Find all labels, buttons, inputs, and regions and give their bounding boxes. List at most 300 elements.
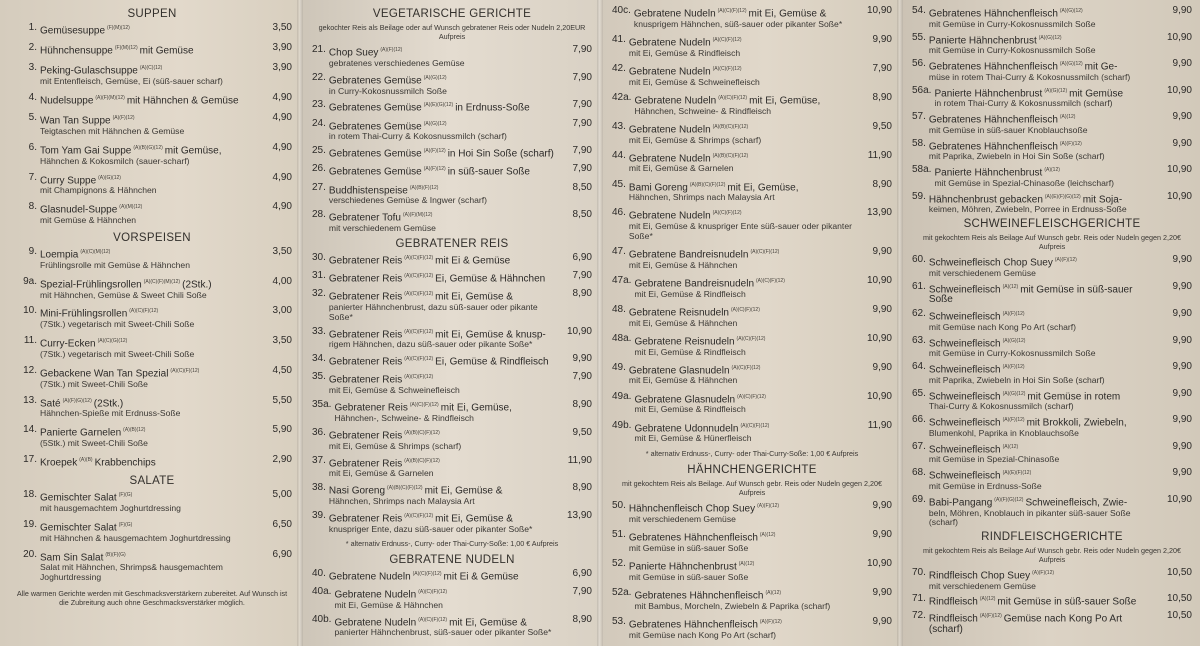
item-number: 27. bbox=[312, 181, 326, 193]
item-title-line bbox=[40, 93, 254, 107]
item-body bbox=[929, 362, 1154, 385]
item-description: mit Ei, Gemüse & Hähnchen bbox=[628, 375, 738, 386]
allergen-codes: (A)(C)(F)(12) bbox=[404, 356, 434, 363]
menu-item bbox=[312, 483, 592, 506]
item-price: 10,50 bbox=[1166, 610, 1192, 622]
allergen-codes: (A)(12) bbox=[1059, 114, 1076, 121]
allergen-codes: (A)(F)(12) bbox=[979, 613, 1002, 620]
item-number: 68. bbox=[912, 467, 926, 479]
menu-item bbox=[612, 64, 892, 87]
item-title-line bbox=[334, 400, 554, 414]
allergen-codes: (A)(B)(C)(F)(12) bbox=[404, 457, 440, 464]
allergen-codes: (F)(G) bbox=[118, 521, 133, 528]
menu-item bbox=[312, 456, 592, 479]
item-price: 9,90 bbox=[1172, 334, 1192, 346]
item-title-line bbox=[929, 255, 1154, 269]
item-description: mit Ei, Gemüse & knuspriger Ente süß-sauer oder pikanter Soße* bbox=[628, 221, 852, 241]
item-title-line bbox=[629, 208, 854, 222]
item-price: 9,90 bbox=[1172, 467, 1192, 479]
item-price: 6,90 bbox=[572, 567, 592, 579]
item-body bbox=[629, 180, 854, 203]
item-name: Hühnchensuppe bbox=[40, 45, 113, 57]
item-title-line bbox=[634, 6, 854, 20]
allergen-codes: (A)(12) bbox=[759, 532, 776, 539]
item-name: Rindfleisch bbox=[928, 613, 978, 625]
item-number: 8. bbox=[28, 201, 37, 213]
section-heading: SCHWEINEFLEISCHGERICHTE bbox=[963, 218, 1141, 231]
item-description: keimen, Möhren, Zwiebeln, Porree in Erdnuss-Soße bbox=[928, 204, 1127, 215]
item-name: Gebratenes Hähnchenfleisch bbox=[634, 590, 764, 602]
item-description: knuspriger Ente, dazu süß-sauer oder pikanter Soße* bbox=[328, 523, 533, 534]
item-title-line bbox=[40, 455, 254, 469]
item-title-line bbox=[929, 59, 1154, 73]
item-description: mit Gemüse in Curry-Kokosnussmilch Soße bbox=[928, 348, 1096, 359]
menu-item bbox=[912, 389, 1192, 412]
item-body bbox=[929, 192, 1154, 215]
item-number: 49. bbox=[612, 361, 626, 373]
allergen-codes: (A)(G)(12) bbox=[423, 74, 447, 81]
allergen-codes: (A)(G)(12) bbox=[1002, 390, 1026, 397]
item-description: in rotem Thai-Curry & Kokosnussmilch (scharf) bbox=[328, 131, 507, 142]
item-name: Sam Sin Salat bbox=[40, 551, 104, 563]
item-price: 4,00 bbox=[272, 275, 292, 287]
item-inline-desc: in süß-sauer Soße bbox=[447, 166, 530, 178]
allergen-codes: (A)(12) bbox=[765, 590, 782, 597]
menu-item bbox=[912, 282, 1192, 306]
item-name: Peking-Gulaschsuppe bbox=[40, 65, 138, 77]
item-number: 10. bbox=[23, 305, 37, 317]
item-price: 7,90 bbox=[572, 99, 592, 111]
allergen-codes: (A)(F)(G)(12) bbox=[62, 397, 92, 404]
allergen-codes: (A)(C)(F)(12) bbox=[737, 393, 766, 400]
item-description: mit Paprika, Zwiebeln in Hoi Sin Soße (scharf) bbox=[928, 151, 1105, 162]
item-name: Babi-Pangang bbox=[928, 497, 993, 508]
section-heading: GEBRATENER REIS bbox=[395, 237, 509, 250]
item-description: mit Ei, Gemüse & Rindfleisch bbox=[634, 346, 746, 357]
menu-item bbox=[312, 289, 592, 322]
item-description: mit Gemüse & Hähnchen bbox=[40, 215, 137, 226]
allergen-codes: (A)(F)(12) bbox=[759, 619, 782, 626]
menu-item bbox=[12, 490, 292, 513]
item-number: 25. bbox=[312, 145, 326, 157]
item-price: 9,90 bbox=[1172, 308, 1192, 320]
item-title-line bbox=[634, 334, 854, 348]
item-body bbox=[40, 173, 254, 196]
item-number: 30. bbox=[312, 251, 326, 263]
item-body bbox=[629, 247, 854, 270]
item-description: mit verschiedenem Gemüse bbox=[928, 267, 1036, 278]
item-body bbox=[329, 569, 554, 583]
item-body bbox=[40, 63, 254, 86]
item-number: 39. bbox=[312, 509, 326, 521]
section-heading: VORSPEISEN bbox=[113, 231, 191, 244]
item-body bbox=[40, 306, 254, 329]
item-number: 46. bbox=[612, 207, 626, 219]
item-name: Gebratener Reis bbox=[334, 402, 408, 414]
item-title-line bbox=[329, 327, 554, 341]
item-title-line bbox=[329, 569, 554, 583]
item-price: 11,90 bbox=[867, 419, 892, 431]
item-description: mit Ei, Gemüse & Schweinefleisch bbox=[328, 385, 460, 396]
item-number: 47. bbox=[612, 245, 626, 257]
item-title-line bbox=[629, 305, 854, 319]
item-number: 51. bbox=[612, 529, 626, 541]
item-price: 10,90 bbox=[1166, 31, 1192, 43]
item-name: Gebratenes Gemüse bbox=[328, 148, 422, 160]
allergen-codes: (A)(B)(C)(F)(12) bbox=[404, 429, 440, 436]
item-name: Curry-Ecken bbox=[40, 338, 96, 350]
item-number: 40b. bbox=[312, 613, 332, 625]
item-title-line bbox=[40, 520, 254, 534]
menu-item bbox=[912, 33, 1192, 56]
item-number: 49a. bbox=[612, 390, 632, 402]
item-name: Hähnchenbrust gebacken bbox=[928, 193, 1043, 205]
fold-crease bbox=[297, 0, 303, 646]
item-title-line bbox=[40, 277, 254, 291]
item-title-line bbox=[40, 550, 254, 564]
item-number: 54. bbox=[912, 5, 926, 16]
footer-note: Alle warmen Gerichte werden mit Geschmacksverstärkern zubereitet. Auf Wunsch ist die Zubreitung auch ohne Geschmacksverstärker möglich. bbox=[16, 588, 288, 607]
item-name: Gebratener Reis bbox=[328, 328, 403, 340]
menu-item bbox=[912, 112, 1192, 135]
item-price: 10,90 bbox=[866, 332, 892, 344]
menu-item bbox=[12, 306, 292, 329]
item-name: Gebratenes Gemüse bbox=[328, 166, 422, 178]
item-description: Salat mit Hähnchen, Shrimps& hausgemachtem Joghurtdressing bbox=[40, 562, 223, 582]
allergen-codes: (A)(F)(12) bbox=[423, 148, 446, 155]
allergen-codes: (A)(G)(12) bbox=[423, 120, 447, 127]
item-body bbox=[40, 113, 254, 136]
item-body bbox=[329, 100, 554, 114]
item-name: Gebratene Nudeln bbox=[334, 616, 417, 628]
item-number: 44. bbox=[612, 149, 626, 161]
allergen-codes: (A)(G)(12) bbox=[98, 174, 121, 181]
item-price: 9,90 bbox=[872, 361, 892, 373]
item-body bbox=[40, 143, 254, 166]
item-description: mit Gemüse in Spezial-Chinasoße (leichscharf) bbox=[934, 177, 1115, 188]
item-description: mit Entenfleisch, Gemüse, Ei (süß-sauer scharf) bbox=[40, 76, 223, 87]
item-inline-desc: Schweinefleisch, Zwie- bbox=[1025, 497, 1128, 508]
item-title-line bbox=[929, 309, 1154, 323]
item-number: 26. bbox=[312, 163, 326, 175]
item-name: Gebratenes Hähnchenfleisch bbox=[928, 114, 1058, 126]
item-title-line bbox=[329, 354, 554, 368]
item-number: 22. bbox=[312, 71, 326, 83]
item-number: 19. bbox=[23, 518, 37, 530]
item-title-line bbox=[334, 615, 554, 629]
item-price: 9,90 bbox=[1172, 280, 1192, 292]
menu-panel-1 bbox=[0, 0, 300, 646]
allergen-codes: (A)(B)(12) bbox=[123, 427, 146, 434]
item-title-line bbox=[634, 93, 854, 107]
item-price: 9,90 bbox=[872, 33, 892, 45]
item-description: mit Champignons & Hähnchen bbox=[40, 185, 157, 196]
item-body bbox=[329, 183, 554, 206]
menu-item bbox=[612, 180, 892, 203]
item-name: Chop Suey bbox=[328, 47, 379, 59]
item-description: Hähnchen & Kokosmilch (sauer-scharf) bbox=[40, 155, 190, 166]
item-name: Schweinefleisch Chop Suey bbox=[928, 257, 1053, 269]
menu-item bbox=[312, 587, 592, 610]
item-description: mit verschiedenem Gemüse bbox=[928, 580, 1036, 591]
allergen-codes: (A)(C)(F)(12) bbox=[404, 273, 434, 280]
item-body bbox=[929, 611, 1154, 635]
item-name: Gebratener Tofu bbox=[328, 212, 401, 224]
item-body bbox=[929, 389, 1154, 412]
menu-item bbox=[312, 100, 592, 114]
item-description: mit Ei, Gemüse & Rindfleisch bbox=[634, 288, 746, 299]
item-body bbox=[40, 23, 254, 37]
item-body bbox=[929, 568, 1154, 591]
item-name: Gebratene Nudeln bbox=[628, 66, 711, 78]
item-price: 13,90 bbox=[566, 509, 592, 521]
item-body bbox=[40, 93, 254, 107]
item-body bbox=[929, 6, 1154, 29]
item-body bbox=[634, 93, 854, 116]
item-title-line bbox=[629, 501, 854, 515]
allergen-codes: (A)(G)(12) bbox=[1044, 87, 1068, 94]
allergen-codes: (A)(B) bbox=[79, 457, 93, 463]
item-price: 7,90 bbox=[572, 71, 592, 83]
item-body bbox=[40, 43, 254, 57]
item-inline-desc: Ei, Gemüse & Rindfleisch bbox=[435, 356, 549, 368]
item-body bbox=[329, 511, 554, 534]
menu-item bbox=[912, 192, 1192, 215]
menu-item bbox=[12, 455, 292, 469]
item-description: (7Stk.) vegetarisch mit Sweet-Chili Soße bbox=[40, 348, 195, 359]
item-title-line bbox=[329, 183, 554, 197]
menu-item bbox=[912, 594, 1192, 608]
item-name: Rindfleisch bbox=[928, 596, 978, 608]
item-inline-desc: mit Ei, Gemüse & bbox=[435, 291, 513, 303]
item-body bbox=[40, 202, 254, 225]
item-description: müse in rotem Thai-Curry & Kokosnussmilch (scharf) bbox=[928, 71, 1131, 82]
item-number: 21. bbox=[312, 44, 326, 55]
menu-item bbox=[12, 336, 292, 359]
item-body bbox=[634, 421, 854, 444]
item-price: 3,90 bbox=[272, 62, 292, 74]
item-number: 66. bbox=[912, 414, 926, 426]
menu-panel-2 bbox=[300, 0, 600, 646]
item-name: Gebratene Nudeln bbox=[634, 95, 717, 107]
menu-item bbox=[312, 253, 592, 267]
item-name: Curry Suppe bbox=[40, 174, 97, 186]
menu-item bbox=[912, 468, 1192, 491]
item-name: Panierte Hähnchenbrust bbox=[928, 34, 1037, 46]
allergen-codes: (A)(C)(G)(12) bbox=[97, 338, 128, 345]
item-description: mit Bambus, Morcheln, Zwiebeln & Paprika (scharf) bbox=[634, 601, 831, 612]
item-price: 10,90 bbox=[1166, 493, 1192, 505]
menu-item bbox=[612, 151, 892, 174]
allergen-codes: (A)(B)(C)(F)(12) bbox=[387, 485, 423, 492]
item-description: mit hausgemachtem Joghurtdressing bbox=[40, 502, 181, 513]
item-body bbox=[929, 59, 1154, 82]
item-number: 24. bbox=[312, 117, 326, 129]
item-number: 45. bbox=[612, 178, 626, 190]
item-number: 23. bbox=[312, 99, 326, 111]
item-name: Nudelsuppe bbox=[40, 95, 94, 107]
allergen-codes: (A)(F)(12) bbox=[1002, 364, 1025, 371]
item-price: 7,90 bbox=[572, 585, 592, 597]
item-price: 9,90 bbox=[872, 245, 892, 257]
item-description: mit verschiedenem Gemüse bbox=[628, 514, 736, 525]
allergen-codes: (A)(12) bbox=[1002, 443, 1019, 450]
item-price: 4,90 bbox=[272, 171, 292, 183]
section-heading: RINDFLEISCHGERICHTE bbox=[981, 530, 1123, 543]
menu-item bbox=[312, 615, 592, 638]
item-title-line bbox=[629, 559, 854, 573]
allergen-codes: (A)(E)(G)(12) bbox=[423, 102, 454, 109]
menu-item bbox=[312, 45, 592, 68]
item-description: mit Hähnchen & hausgemachtem Joghurtdressing bbox=[40, 532, 231, 543]
item-description: mit Hähnchen, Gemüse & Sweet Chili Soße bbox=[40, 289, 207, 300]
allergen-codes: (A)(C)(F)(12) bbox=[730, 306, 760, 313]
item-name: Tom Yam Gai Suppe bbox=[40, 145, 132, 157]
allergen-codes: (A)(C)(M)(12) bbox=[80, 248, 111, 255]
item-number: 55. bbox=[912, 31, 926, 43]
item-price: 9,90 bbox=[1172, 440, 1192, 452]
item-name: Panierte Hähnchenbrust bbox=[934, 87, 1043, 99]
item-description: mit Ei, Gemüse & Schweinefleisch bbox=[628, 76, 760, 87]
item-body bbox=[934, 165, 1154, 188]
item-price: 4,90 bbox=[272, 201, 292, 213]
item-name: Gebratenes Hähnchenfleisch bbox=[928, 140, 1058, 152]
item-price: 9,90 bbox=[872, 616, 892, 628]
item-name: Kroepek bbox=[40, 457, 78, 469]
allergen-codes: (A)(12) bbox=[979, 596, 996, 603]
item-number: 20. bbox=[23, 548, 37, 560]
menu-item bbox=[612, 35, 892, 58]
menu-item bbox=[12, 366, 292, 389]
menu-item bbox=[312, 354, 592, 368]
item-title-line bbox=[329, 289, 554, 303]
item-body bbox=[329, 372, 554, 395]
item-title-line bbox=[929, 192, 1154, 206]
menu-item bbox=[912, 59, 1192, 82]
item-name: Gebratene Glasnudeln bbox=[628, 364, 730, 376]
item-title-line bbox=[329, 271, 554, 285]
item-name: Schweinefleisch bbox=[928, 470, 1001, 482]
item-title-line bbox=[329, 428, 554, 442]
section-heading: VEGETARISCHE GERICHTE bbox=[372, 8, 532, 20]
item-description: rigem Hähnchen, dazu süß-sauer oder pikante Soße* bbox=[328, 339, 533, 350]
item-number: 5. bbox=[28, 112, 37, 124]
item-name: Gebratenes Hähnchenfleisch bbox=[928, 8, 1058, 20]
item-description: Blumenkohl, Paprika in Knoblauchsoße bbox=[928, 427, 1079, 438]
item-name: Gebratene Nudeln bbox=[328, 571, 411, 583]
item-description: beln, Möhren, Knoblauch in pikanter süß-sauer Soße (scharf) bbox=[928, 507, 1131, 528]
item-number: 61. bbox=[912, 280, 926, 292]
item-description: mit Ei, Gemüse & Hähnchen bbox=[334, 599, 443, 610]
allergen-codes: (A)(G)(12) bbox=[1059, 8, 1083, 14]
item-name: Gebratener Reis bbox=[328, 513, 403, 525]
item-number: 4. bbox=[28, 91, 37, 103]
item-title-line bbox=[634, 276, 854, 290]
item-price: 8,50 bbox=[572, 181, 592, 193]
item-description: mit Ei, Gemüse & Shrimps (scharf) bbox=[328, 440, 462, 451]
item-title-line bbox=[629, 247, 854, 261]
item-price: 10,50 bbox=[1166, 566, 1192, 578]
item-name: Gebratene Nudeln bbox=[628, 124, 711, 136]
item-body bbox=[334, 400, 554, 423]
item-price: 7,90 bbox=[572, 145, 592, 157]
item-description: (7Stk.) mit Sweet-Chili Soße bbox=[40, 378, 148, 389]
menu-item bbox=[12, 247, 292, 270]
item-description: Hähnchen-Spieße mit Erdnuss-Soße bbox=[40, 408, 181, 419]
item-number: 52. bbox=[612, 558, 626, 570]
item-body bbox=[634, 588, 854, 611]
allergen-codes: (A)(B)(C)(F)(12) bbox=[689, 181, 726, 188]
item-price: 5,00 bbox=[272, 489, 292, 501]
allergen-codes: (A)(C)(F)(12) bbox=[404, 374, 434, 381]
item-title-line bbox=[329, 100, 554, 114]
allergen-codes: (A)(F)(G)(12) bbox=[994, 496, 1024, 503]
item-description: gebratenes verschiedenes Gemüse bbox=[328, 57, 465, 68]
item-description: mit Gemüse in Spezial-Chinasoße bbox=[928, 454, 1060, 465]
item-number: 62. bbox=[912, 308, 926, 320]
menu-item bbox=[912, 495, 1192, 528]
menu-item bbox=[312, 271, 592, 285]
item-body bbox=[629, 64, 854, 87]
allergen-codes: (A)(C)(F)(12) bbox=[404, 254, 434, 261]
section-note: mit gekochtem Reis als Beilage Auf Wunsch gebr. Reis oder Nudeln gegen 2,20€ Aufpreis bbox=[923, 545, 1181, 564]
menu-item bbox=[912, 442, 1192, 465]
item-body bbox=[929, 139, 1154, 162]
item-number: 17. bbox=[23, 454, 37, 465]
item-number: 56. bbox=[912, 58, 926, 70]
allergen-codes: (A)(G)(12) bbox=[1002, 337, 1026, 344]
allergen-codes: (A)(C)(F)(12) bbox=[740, 422, 770, 429]
item-price: 8,90 bbox=[572, 482, 592, 494]
item-description: Hähnchen-, Schweine- & Rindfleisch bbox=[334, 412, 474, 423]
menu-item bbox=[312, 119, 592, 142]
item-price: 4,90 bbox=[272, 141, 292, 153]
item-number: 53. bbox=[612, 616, 626, 628]
item-name: Spezial-Frühlingsrollen bbox=[40, 279, 142, 291]
item-title-line bbox=[40, 202, 254, 216]
item-title-line bbox=[629, 180, 854, 194]
item-title-line bbox=[40, 396, 254, 410]
allergen-codes: (A)(G)(12) bbox=[1038, 34, 1062, 41]
item-name: Gebratene Bandreisnudeln bbox=[628, 249, 749, 261]
item-name: Panierte Garnelen bbox=[40, 427, 122, 439]
item-body bbox=[929, 336, 1154, 359]
item-body bbox=[329, 253, 554, 267]
item-name: Gebratener Reis bbox=[328, 374, 403, 386]
item-title-line bbox=[929, 495, 1154, 509]
item-title-line bbox=[929, 362, 1154, 376]
item-price: 11,90 bbox=[867, 149, 892, 161]
item-price: 10,90 bbox=[1166, 164, 1192, 176]
menu-item bbox=[12, 93, 292, 107]
item-description: knusprigem Hähnchen, süß-sauer oder pikanter Soße* bbox=[633, 18, 843, 29]
item-title-line bbox=[929, 415, 1154, 429]
item-title-line bbox=[40, 143, 254, 157]
item-body bbox=[929, 112, 1154, 135]
menu-item bbox=[612, 305, 892, 328]
item-price: 9,90 bbox=[572, 353, 592, 365]
item-description: panierter Hähnchenbrust, süß-sauer oder pikanter Soße* bbox=[334, 627, 552, 638]
allergen-codes: (A)(C)(F)(12) bbox=[170, 367, 200, 374]
allergen-codes: (A)(B)(G)(12) bbox=[133, 144, 163, 151]
item-title-line bbox=[929, 442, 1154, 456]
item-number: 31. bbox=[312, 270, 326, 282]
item-price: 10,90 bbox=[566, 325, 592, 337]
item-title-line bbox=[929, 594, 1154, 608]
allergen-codes: (A)(C)(F)(12) bbox=[712, 65, 742, 72]
item-title-line bbox=[40, 63, 254, 77]
item-price: 9,90 bbox=[872, 500, 892, 512]
